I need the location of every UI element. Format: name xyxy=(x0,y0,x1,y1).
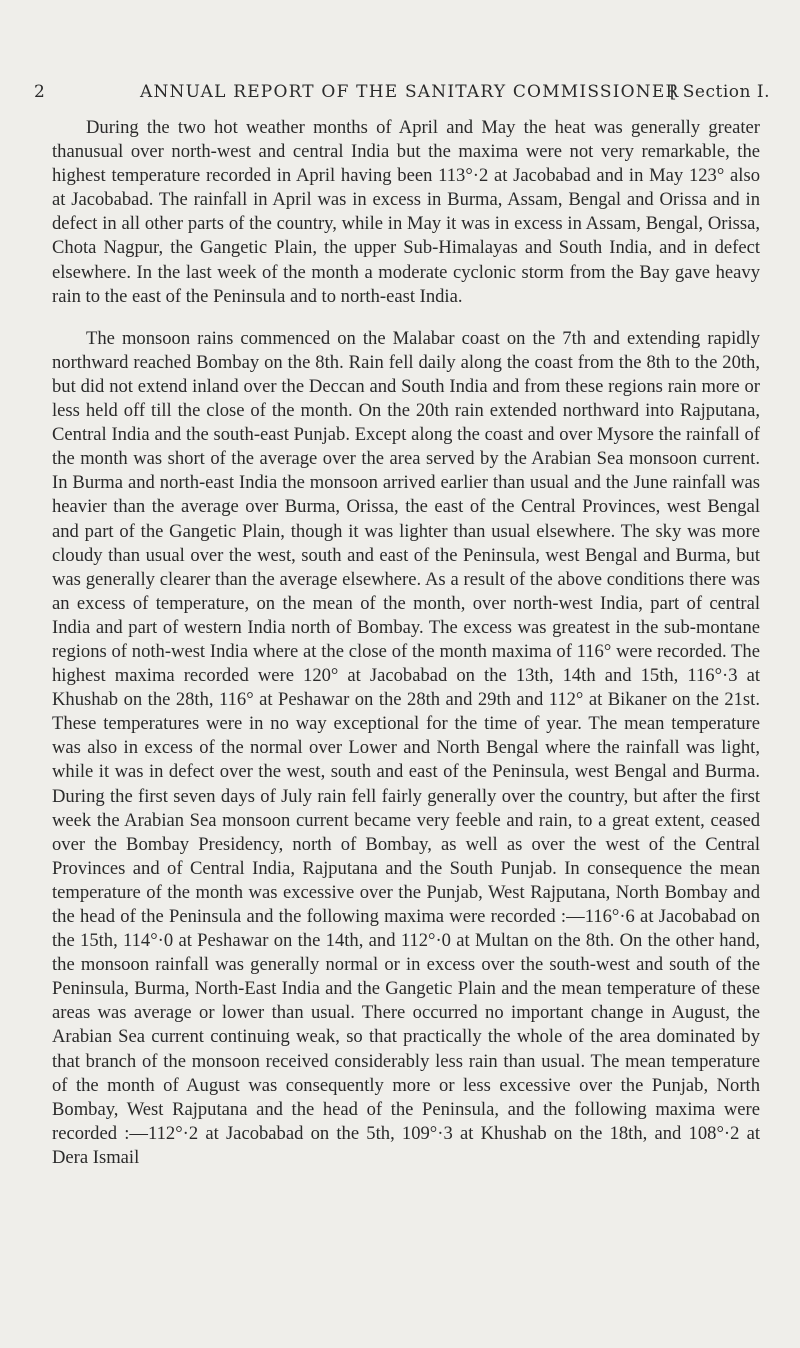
paragraph-hot-weather: During the two hot weather months of April and May the heat was generally greater thanusual over north-west and central India but the maxima were not very remarkable, the highest temperature recorded in April having been 113°·2 at Jacobabad and in May 123° also at Jacobabad. The rainfall in April was in excess in Burma, Assam, Bengal and Orissa and in defect in all other parts of the country, while in May it was in excess in Assam, Bengal, Orissa, Chota Nagpur, the Gangetic Plain, the upper Sub-Himalayas and South India, and in defect elsewhere. In the last week of the month a moderate cyclonic storm from the Bay gave heavy rain to the east of the Peninsula and to north-east India. xyxy=(52,117,760,307)
section-label: [ Section I. xyxy=(669,82,770,102)
paragraph-monsoon: The monsoon rains commenced on the Malabar coast on the 7th and extending rapidly northward reached Bombay on the 8th. Rain fell daily along the coast from the 8th to the 20th, but did not extend inland over the Deccan and South India and from these regions rain more or less held off till the close of the month. On the 20th rain extended northward into Rajputana, Central India and the south-east Punjab. Except along the coast and over Mysore the rainfall of the month was short of the average over the area served by the Arabian Sea monsoon current. In Burma and north-east India the monsoon arrived earlier than usual and the June rainfall was heavier than the average over Burma, Orissa, the east of the Central Provinces, west Bengal and part of the Gangetic Plain, though it was lighter than usual elsewhere. The sky was more cloudy than usual over the west, south and east of the Peninsula, west Bengal and Burma, but was generally clearer than the average elsewhere. As a result of the above conditions there was an excess of temperature, on the mean of the month, over north-west India, part of central India and part of western India north of Bombay. The excess was greatest in the sub-montane regions of noth-west India where at the close of the month maxima of 116° were recorded. The highest maxima recorded were 120° at Jacobabad on the 13th, 14th and 15th, 116°·3 at Khushab on the 28th, 116° at Peshawar on the 28th and 29th and 112° at Bikaner on the 21st. These temperatures were in no way exceptional for the time of year. The mean temperature was also in excess of the normal over Lower and North Bengal where the rainfall was light, while it was in defect over the west, south and east of the Peninsula, west Bengal and Burma. During the first seven days of July rain fell fairly generally over the country, but after the first week the Arabian Sea monsoon current became very feeble and rain, to a great extent, ceased over the Bombay Presidency, north of Bombay, as well as over the west of the Central Provinces and of Central India, Rajputana and the South Punjab. In consequence the mean temperature of the month was excessive over the Punjab, West Rajputana, North Bombay and the head of the Peninsula and the following maxima were recorded :—116°·6 at Jacobabad on the 15th, 114°·0 at Peshawar on the 14th, and 112°·0 at Multan on the 8th. On the other hand, the monsoon rainfall was generally normal or in excess over the south-west and south of the Peninsula, Burma, North-East India and the Gangetic Plain and the mean temperature of these areas was average or lower than usual. There occurred no important change in August, the Arabian Sea current continuing weak, so that practically the whole of the area dominated by that branch of the monsoon received considerably less rain than usual. The mean temperature of the month of August was consequently more or less excessive over the Punjab, North Bombay, West Rajputana and the head of the Peninsula, and the following maxima were recorded :—112°·2 at Jacobabad on the 5th, 109°·3 at Khushab on the 18th, and 108°·2 at Dera Ismail xyxy=(52,327,760,1168)
page-number: 2 xyxy=(34,82,46,102)
body-text xyxy=(52,116,760,1188)
running-title: ANNUAL REPORT OF THE SANITARY COMMISSIONER xyxy=(140,82,680,102)
running-header xyxy=(34,82,770,112)
